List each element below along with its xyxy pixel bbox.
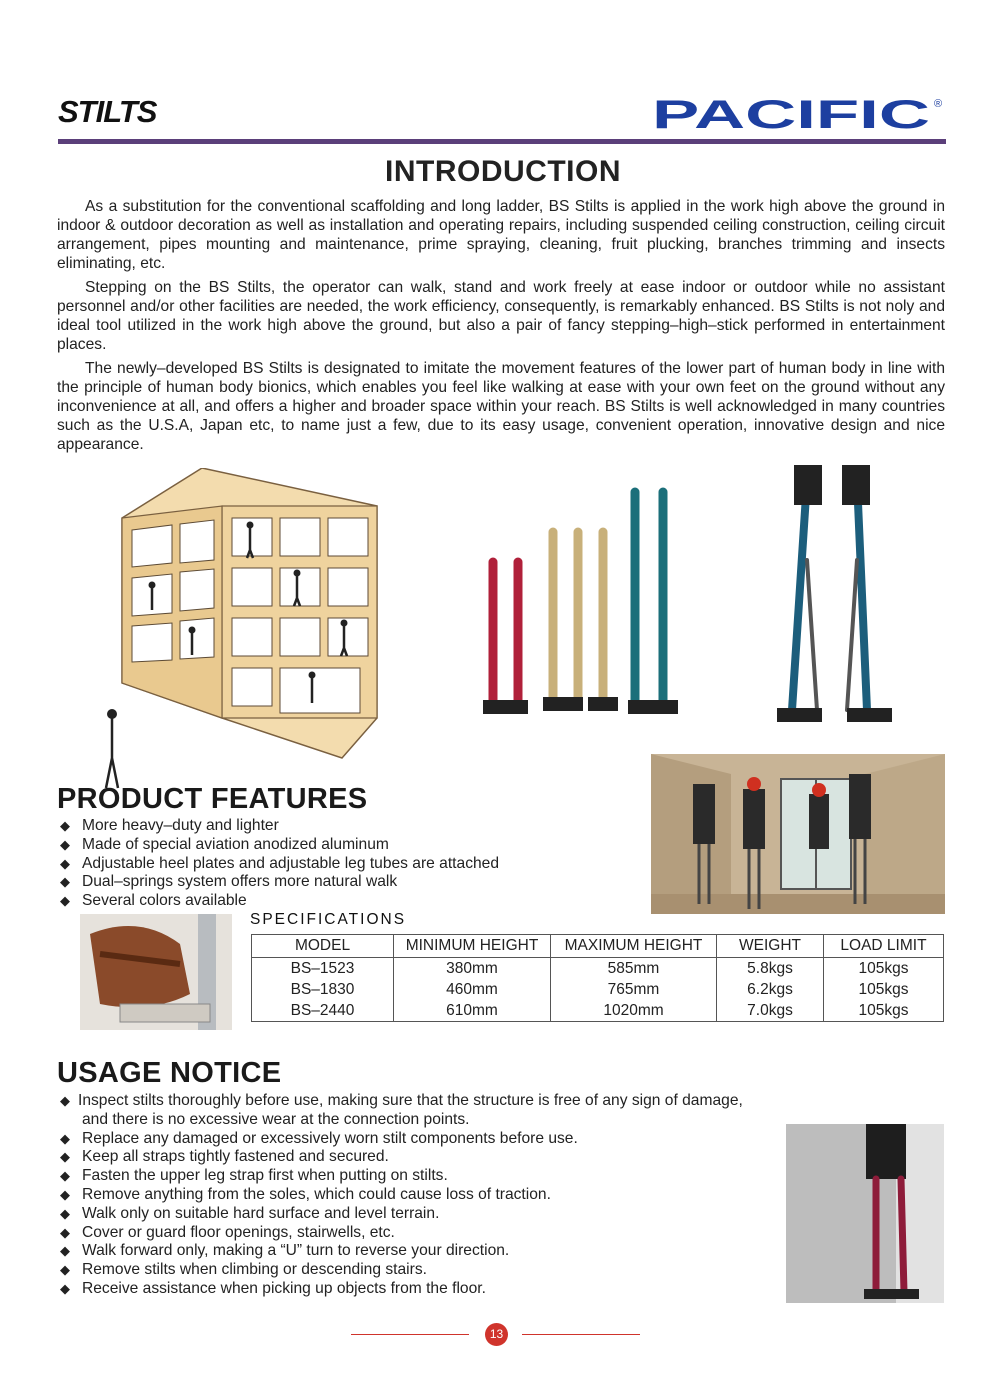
list-item: ◆ Remove stilts when climbing or descending stairs. [60, 1261, 427, 1279]
diamond-bullet-icon: ◆ [60, 1186, 70, 1202]
list-item: ◆ Receive assistance when picking up objects from the floor. [60, 1279, 486, 1297]
column-header: MAXIMUM HEIGHT [551, 935, 717, 958]
table-row [252, 1000, 944, 1022]
diamond-bullet-icon: ◆ [60, 1280, 70, 1296]
table-cell: 460mm [394, 979, 551, 1000]
table-cell: 105kgs [824, 1000, 944, 1022]
diamond-bullet-icon: ◆ [60, 1093, 70, 1108]
column-header: MODEL [252, 935, 394, 958]
intro-paragraph: Stepping on the BS Stilts, the operator can walk, stand and work freely at ease indoor or outdoor while no assistant personnel and/or other facilities are needed, the work efficiency, consequently, is remarkably enhanced. BS Stilts is not noly and ideal tool utilized in the work high above the ground, but also a pair of fancy stepping–high–stick performed in entertainment places. [57, 279, 945, 353]
workers-on-stilts-photo [651, 754, 945, 914]
introduction-heading: INTRODUCTION [385, 155, 621, 188]
diamond-bullet-icon: ◆ [60, 1168, 70, 1184]
table-row [252, 979, 944, 1000]
table-cell: 105kgs [824, 958, 944, 980]
building-illustration [92, 468, 390, 790]
diamond-bullet-icon: ◆ [60, 818, 70, 833]
diamond-bullet-icon: ◆ [60, 893, 70, 909]
usage-notice-heading: USAGE NOTICE [57, 1057, 282, 1089]
boot-strap-closeup-photo [80, 914, 232, 1030]
diamond-bullet-icon: ◆ [60, 855, 70, 871]
list-item: ◆ Made of special aviation anodized aluminum [60, 835, 389, 853]
footer-rule-right [522, 1334, 640, 1335]
introduction-body [57, 197, 945, 459]
stilts-color-lineup-photo [463, 472, 695, 730]
intro-paragraph: As a substitution for the conventional scaffolding and long ladder, BS Stilts is applied in the work high above the ground in indoor & outdoor decoration as well as installation and operating repairs, including suspended ceiling construction, ceiling circuit arrangement, pipes mounting and maintenance, prime spraying, cleaning, fruit plucking, branches trimming and insects eliminating, etc. [57, 198, 945, 272]
list-item: ◆ Adjustable heel plates and adjustable leg tubes are attached [60, 854, 500, 872]
column-header: MINIMUM HEIGHT [394, 935, 551, 958]
table-cell: 7.0kgs [717, 1000, 824, 1022]
table-cell: 5.8kgs [717, 958, 824, 980]
list-item: ◆ Fasten the upper leg strap first when putting on stilts. [60, 1167, 448, 1185]
list-item: and there is no excessive wear at the connection points. [82, 1110, 470, 1128]
diamond-bullet-icon: ◆ [60, 1205, 70, 1221]
specifications-table [251, 934, 944, 1022]
diamond-bullet-icon: ◆ [60, 874, 70, 890]
list-item: ◆ Walk only on suitable hard surface and level terrain. [60, 1204, 440, 1222]
person-on-stilts-photo [786, 1124, 944, 1303]
product-features-list [60, 817, 499, 911]
list-item: ◆ Several colors available [60, 892, 247, 910]
table-cell: 610mm [394, 1000, 551, 1022]
list-item: ◆ More heavy–duty and lighter [60, 817, 279, 834]
table-cell: 1020mm [551, 1000, 717, 1022]
page-number: 13 [485, 1323, 508, 1346]
header-rule [58, 139, 946, 144]
table-row [252, 958, 944, 980]
logo-wordmark: PACIFIC [652, 95, 930, 131]
table-cell: 6.2kgs [717, 979, 824, 1000]
diamond-bullet-icon: ◆ [60, 1243, 70, 1259]
list-item: ◆ Walk forward only, making a “U” turn to reverse your direction. [60, 1242, 510, 1260]
diamond-bullet-icon: ◆ [60, 1130, 70, 1146]
specifications-title: SPECIFICATIONS [250, 911, 407, 928]
table-cell: 105kgs [824, 979, 944, 1000]
usage-notice-list [60, 1092, 743, 1299]
intro-paragraph: The newly–developed BS Stilts is designated to imitate the movement features of the lower part of human body in line with the principle of human body bionics, which enables you feel like walking at ease with your own feet on the ground without any inconvenience at all, and offers a higher and broader space within your reach. BS Stilts is well acknowledged in many countries such as the U.S.A, Japan etc, to name just a few, due to its easy usage, convenient operation, innovative design and nice appearance. [57, 360, 945, 453]
list-item: ◆ Replace any damaged or excessively worn stilt components before use. [60, 1129, 578, 1147]
column-header: WEIGHT [717, 935, 824, 958]
diamond-bullet-icon: ◆ [60, 836, 70, 852]
list-item: ◆ Inspect stilts thoroughly before use, making sure that the structure is free of any sign of damage, [60, 1092, 743, 1109]
diamond-bullet-icon: ◆ [60, 1149, 70, 1165]
footer-rule-left [351, 1334, 469, 1335]
table-header-row [252, 935, 944, 958]
table-cell: 765mm [551, 979, 717, 1000]
list-item: ◆ Remove anything from the soles, which could cause loss of traction. [60, 1185, 551, 1203]
list-item: ◆ Keep all straps tightly fastened and secured. [60, 1148, 389, 1166]
stilts-pair-photo [772, 460, 896, 732]
table-cell: 380mm [394, 958, 551, 980]
list-item: ◆ Dual–springs system offers more natural walk [60, 873, 398, 891]
diamond-bullet-icon: ◆ [60, 1224, 70, 1240]
list-item: ◆ Cover or guard floor openings, stairwells, etc. [60, 1223, 395, 1241]
registered-mark: ® [934, 98, 943, 110]
table-cell: BS–1523 [252, 958, 394, 980]
table-cell: 585mm [551, 958, 717, 980]
section-title: STILTS [58, 94, 157, 129]
table-cell: BS–1830 [252, 979, 394, 1000]
column-header: LOAD LIMIT [824, 935, 944, 958]
product-features-heading: PRODUCT FEATURES [57, 783, 368, 815]
pacific-logo [650, 95, 945, 131]
diamond-bullet-icon: ◆ [60, 1262, 70, 1278]
table-cell: BS–2440 [252, 1000, 394, 1022]
